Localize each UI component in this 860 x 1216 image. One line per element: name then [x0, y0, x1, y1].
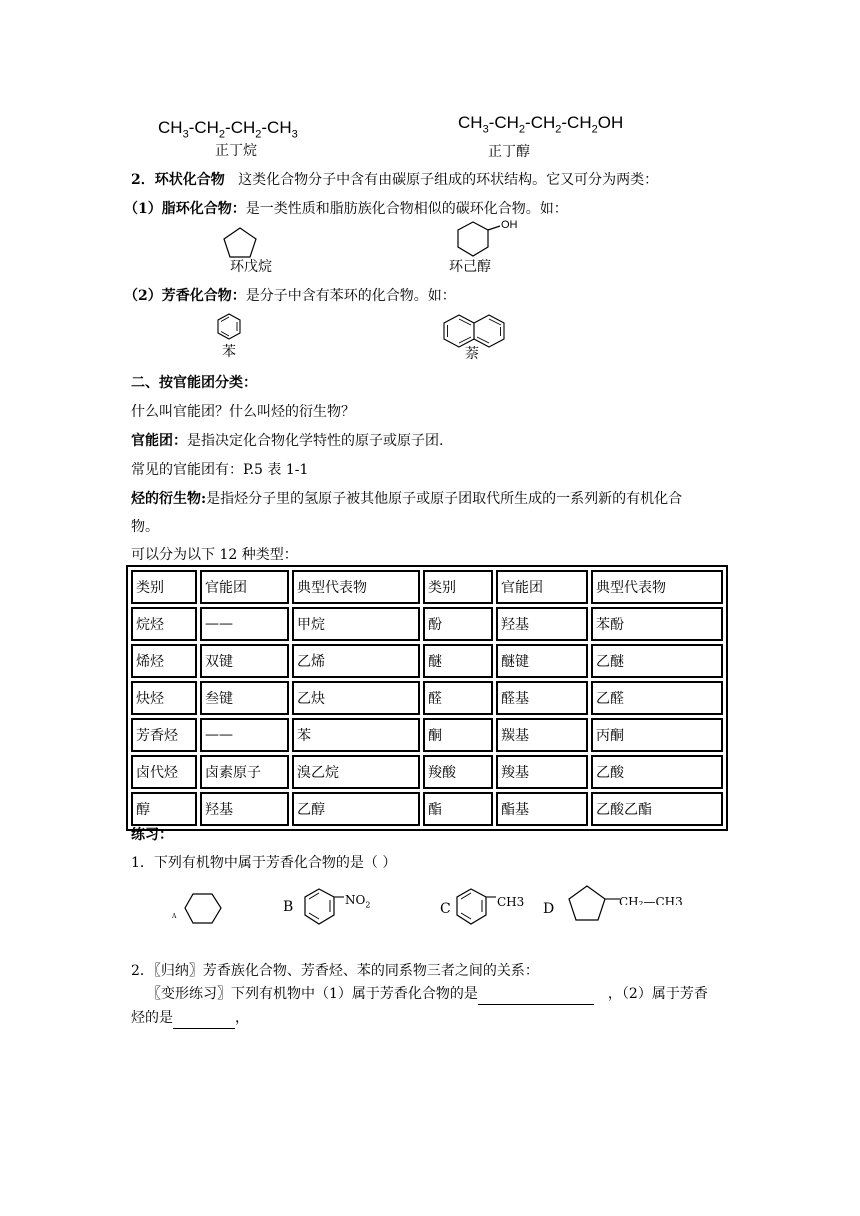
table-cell: 乙炔	[292, 681, 420, 715]
table-cell: 卤素原子	[200, 755, 289, 789]
butanol-name: 正丁醇	[488, 144, 530, 160]
table-cell: 乙醛	[591, 681, 723, 715]
table-row	[131, 607, 723, 641]
table-cell: 醛基	[496, 681, 588, 715]
table-row	[131, 755, 723, 789]
table-cell: 乙烯	[292, 644, 420, 678]
butane-name: 正丁烷	[215, 143, 257, 159]
table-cell: 羧酸	[423, 755, 493, 789]
option-d-label: D	[543, 901, 555, 917]
option-a-structure	[184, 893, 224, 925]
table-cell: 乙酸	[591, 755, 723, 789]
table-cell: ——	[200, 718, 289, 752]
table-cell: 醚键	[496, 644, 588, 678]
table-cell: 乙酸乙酯	[591, 792, 723, 826]
table-cell: 醛	[423, 681, 493, 715]
cyclopentane-structure	[222, 226, 258, 260]
derivative-definition-cont: 物。	[131, 519, 159, 535]
table-header-cell: 官能团	[200, 570, 289, 604]
table-header-row	[131, 570, 723, 604]
derivative-definition: 烃的衍生物:是指烃分子里的氢原子被其他原子或原子团取代所生成的一系列新的有机化合	[131, 491, 683, 507]
table-header-cell: 典型代表物	[591, 570, 723, 604]
table-cell: 羧基	[496, 755, 588, 789]
table-cell: 丙酮	[591, 718, 723, 752]
benzene-structure	[218, 313, 244, 341]
question-1: 1．下列有机物中属于芳香化合物的是（ ）	[131, 855, 397, 871]
aromatic-line: （2）芳香化合物：是分子中含有苯环的化合物。如：	[124, 288, 456, 304]
cyclic-section: 2．环状化合物 这类化合物分子中含有由碳原子组成的环状结构。它又可分为两类：	[131, 172, 659, 188]
table-cell: 酚	[423, 607, 493, 641]
option-c-substituent: CH3	[497, 895, 525, 909]
table-cell: 羰基	[496, 718, 588, 752]
table-header-cell: 类别	[131, 570, 197, 604]
table-header-cell: 官能团	[496, 570, 588, 604]
option-d-substituent: CH₂—CH3	[619, 895, 683, 905]
benzene-name: 苯	[222, 344, 236, 360]
table-cell: 双键	[200, 644, 289, 678]
table-cell: 醚	[423, 644, 493, 678]
table-cell: 苯酚	[591, 607, 723, 641]
fg-common: 常见的官能团有：P.5 表 1-1	[131, 462, 309, 478]
table-row	[131, 718, 723, 752]
table-cell: 酯基	[496, 792, 588, 826]
variant-exercise-cont: 烃的是 ，	[131, 1008, 249, 1029]
table-header-cell: 类别	[423, 570, 493, 604]
table-cell: 甲烷	[292, 607, 420, 641]
fg-section-heading: 二、按官能团分类：	[131, 375, 257, 391]
option-c-label: C	[440, 901, 451, 917]
naphthalene-name: 萘	[465, 346, 479, 362]
table-row	[131, 644, 723, 678]
table-cell: 溴乙烷	[292, 755, 420, 789]
cyclohexanol-name: 环己醇	[449, 259, 491, 275]
answer-blank-1[interactable]	[478, 984, 594, 1005]
option-d-structure	[568, 884, 668, 926]
table-cell: 酯	[423, 792, 493, 826]
table-cell: 羟基	[200, 792, 289, 826]
table-cell: 苯	[292, 718, 420, 752]
table-row	[131, 681, 723, 715]
table-cell: 乙醇	[292, 792, 420, 826]
butane-formula: $CH_3-CH_2-CH_2-CH_3$	[158, 118, 298, 141]
oh-label: OH	[501, 219, 518, 231]
table-cell: 炔烃	[131, 681, 197, 715]
alicyclic-line: （1）脂环化合物：是一类性质和脂肪族化合物相似的碳环化合物。如：	[124, 201, 568, 217]
exercise-heading: 练习：	[131, 827, 173, 843]
types-intro: 可以分为以下 12 种类型：	[131, 547, 298, 563]
table-cell: ——	[200, 607, 289, 641]
cyclopentane-name: 环戊烷	[230, 259, 272, 275]
table-cell: 羟基	[496, 607, 588, 641]
butanol-formula: $CH_3-CH_2-CH_2-CH_2OH$	[458, 113, 624, 136]
table-cell: 芳香烃	[131, 718, 197, 752]
functional-group-table	[126, 565, 728, 831]
table-row	[131, 792, 723, 826]
table-header-cell: 典型代表物	[292, 570, 420, 604]
answer-blank-2[interactable]	[173, 1008, 235, 1029]
option-b-label: B	[283, 899, 294, 915]
table-cell: 卤代烃	[131, 755, 197, 789]
option-a-label: A	[172, 913, 177, 920]
question-2: 2．〖归纳〗芳香族化合物、芳香烃、苯的同系物三者之间的关系：	[131, 963, 539, 979]
option-b-substituent: $NO_2$	[345, 893, 371, 910]
table-cell: 叁键	[200, 681, 289, 715]
fg-definition: 官能团：是指决定化合物化学特性的原子或原子团.	[131, 433, 444, 449]
variant-exercise: 〖变形练习〗下列有机物中（1）属于芳香化合物的是 ，（2）属于芳香	[147, 984, 708, 1005]
table-cell: 乙醚	[591, 644, 723, 678]
naphthalene-structure	[444, 314, 506, 348]
fg-question: 什么叫官能团？什么叫烃的衍生物？	[131, 404, 355, 420]
table-cell: 烷烃	[131, 607, 197, 641]
table-cell: 烯烃	[131, 644, 197, 678]
table-cell: 酮	[423, 718, 493, 752]
table-cell: 醇	[131, 792, 197, 826]
